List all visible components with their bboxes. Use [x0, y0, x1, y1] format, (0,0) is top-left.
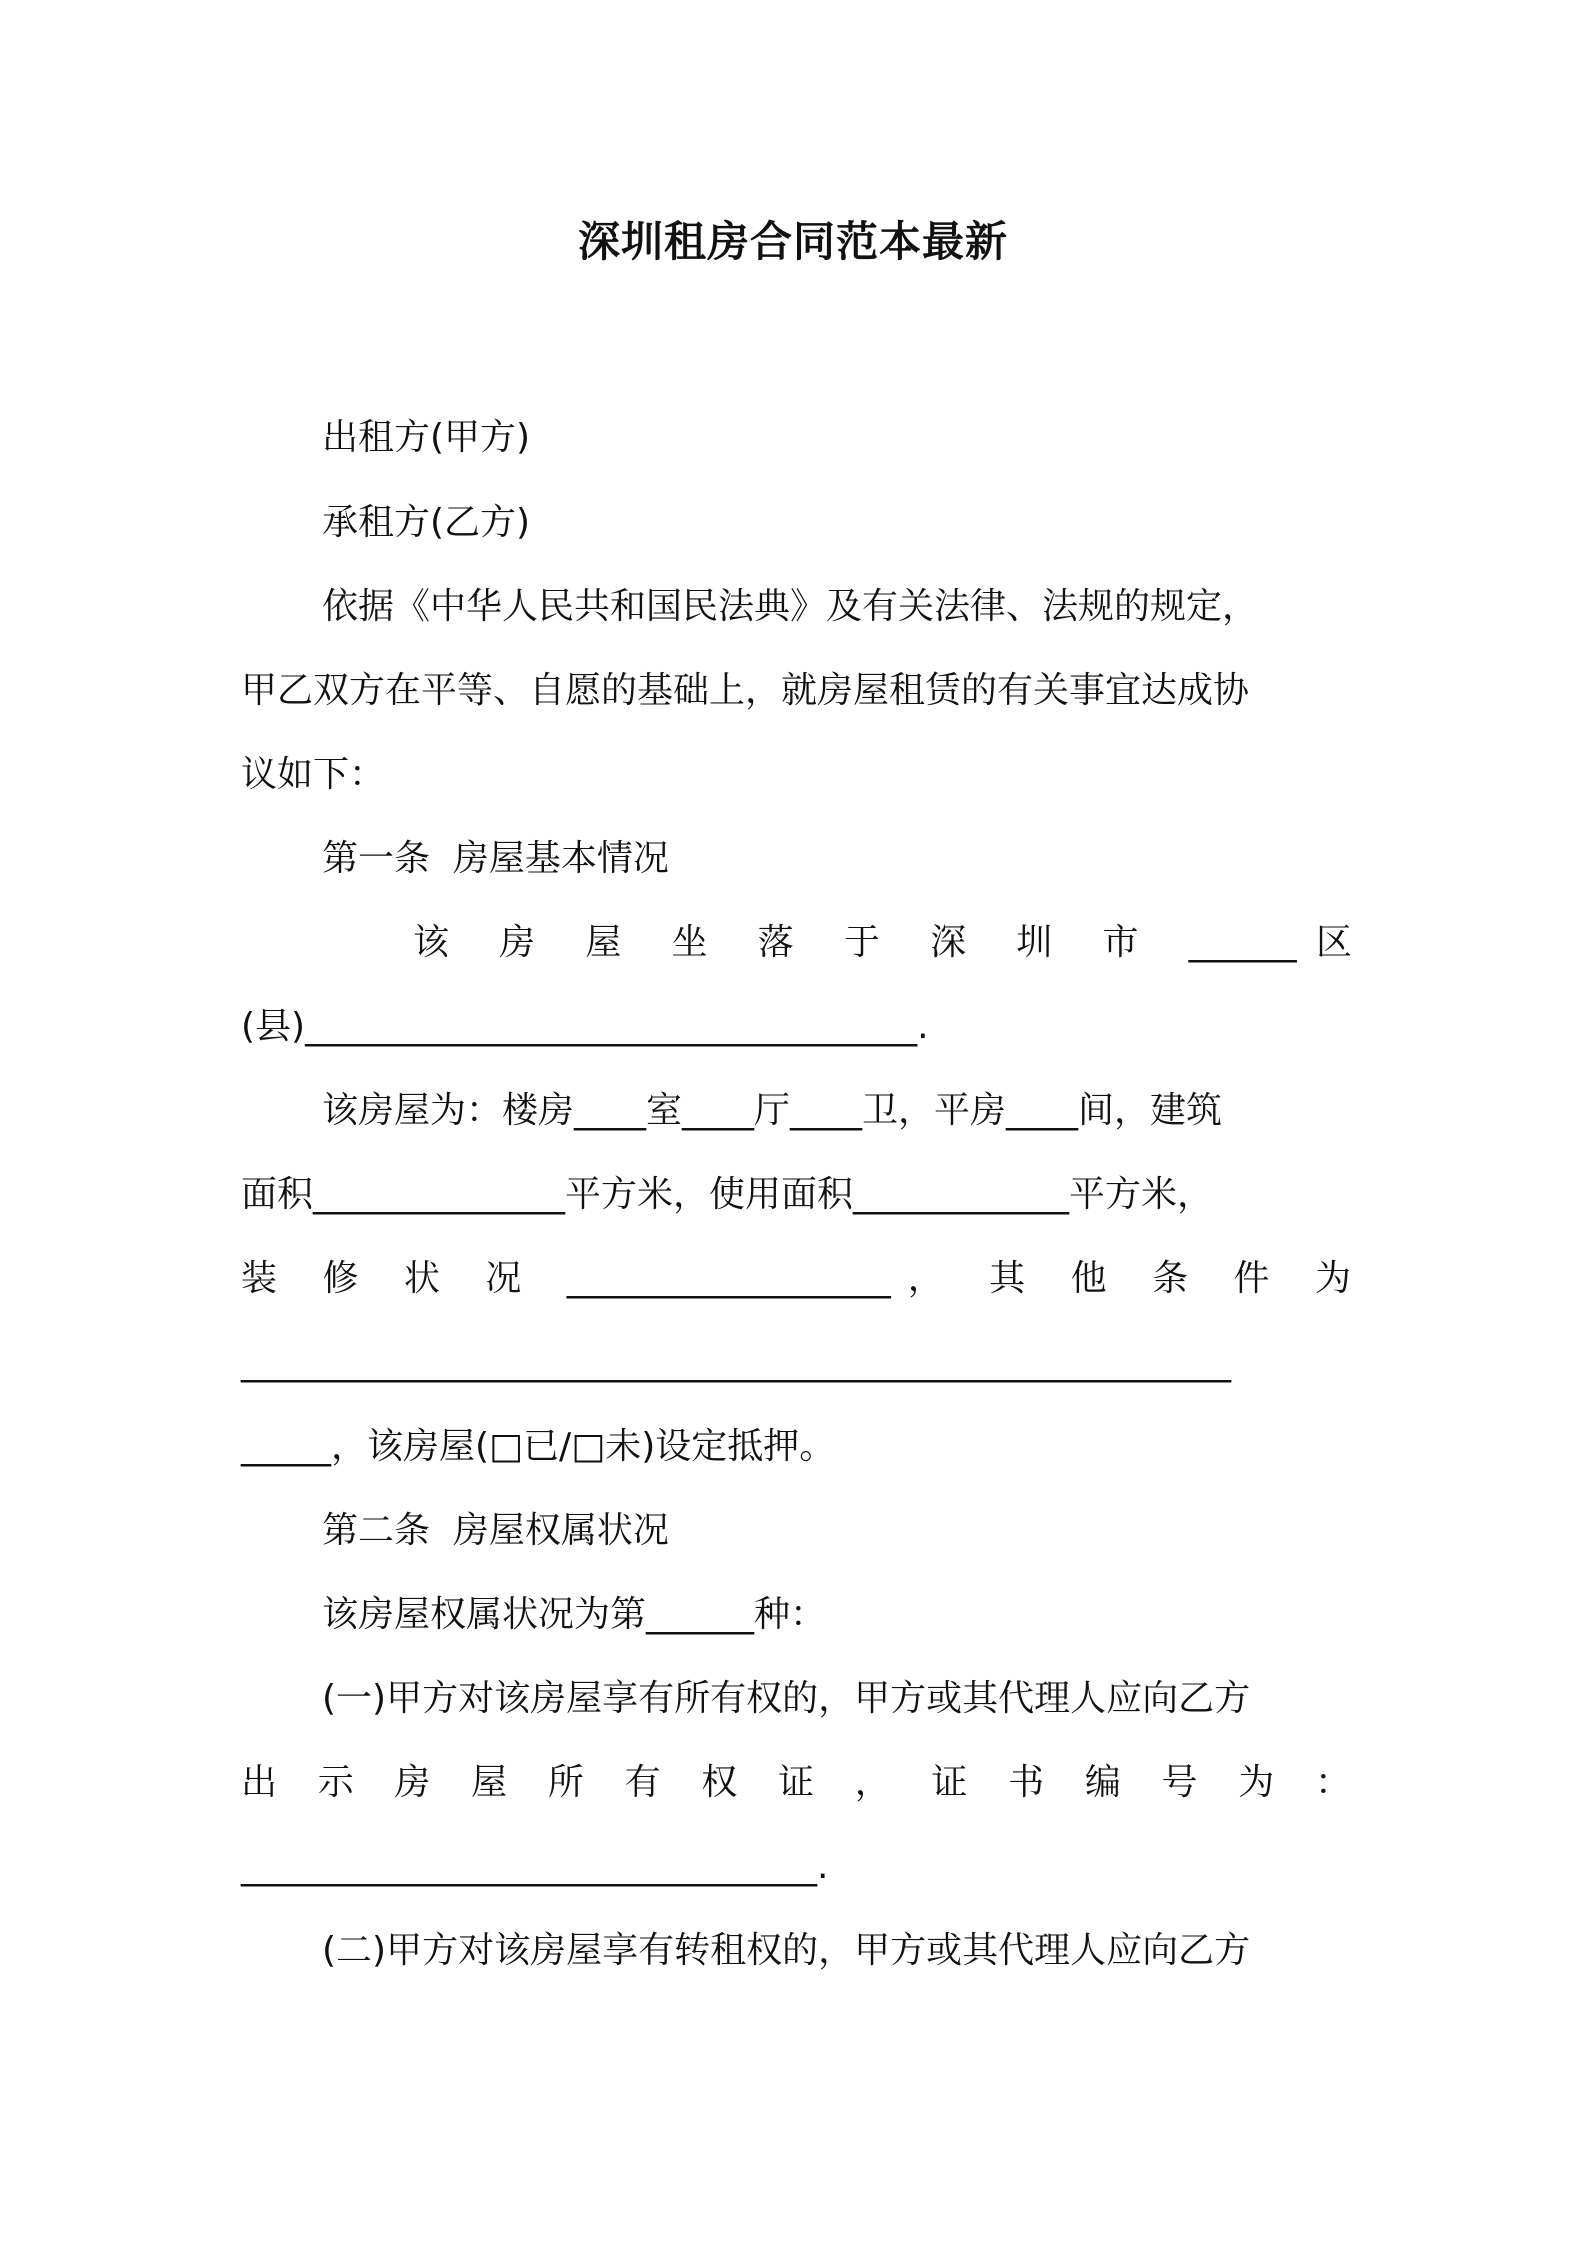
clause-1-line-1: (一)甲方对该房屋享有所有权的，甲方或其代理人应向乙方 — [322, 1678, 1251, 1719]
mortgage-line: _____，该房屋(□已/□未)设定抵押。 — [241, 1426, 836, 1467]
article-1-heading: 第一条 房屋基本情况 — [322, 838, 669, 879]
ownership-type-line: 该房屋权属状况为第______种： — [322, 1594, 827, 1635]
preamble-line-2: 甲乙双方在平等、自愿的基础上，就房屋租赁的有关事宜达成协 — [241, 670, 1250, 711]
clause-2-line-1: (二)甲方对该房屋享有转租权的，甲方或其代理人应向乙方 — [322, 1930, 1251, 1971]
preamble-line-3: 议如下： — [241, 754, 386, 795]
preamble-line-1: 依据《中华人民共和国民法典》及有关法律、法规的规定， — [322, 586, 1259, 627]
certificate-number-blank: ________________________________. — [241, 1846, 829, 1887]
lessee-line: 承租方(乙方) — [322, 502, 531, 543]
other-conditions-blank: _______________________________________________________ — [241, 1342, 1231, 1383]
article-2-heading: 第二条 房屋权属状况 — [322, 1510, 669, 1551]
clause-1-line-2: 出 示 房 屋 所 有 权 证 ， 证 书 编 号 为 ： — [241, 1762, 1351, 1803]
location-line-2: (县)__________________________________. — [241, 1006, 929, 1047]
location-line-1: 该 房 屋 坐 落 于 深 圳 市 ______区 — [413, 922, 1352, 963]
document-title: 深圳租房合同范本最新 — [577, 217, 1008, 266]
house-type-line-2: 面积______________平方米，使用面积____________平方米， — [241, 1174, 1214, 1215]
house-type-line-1: 该房屋为：楼房____室____厅____卫，平房____间，建筑 — [322, 1090, 1223, 1131]
decoration-line: 装 修 状 况 __________________， 其 他 条 件 为 — [241, 1258, 1351, 1299]
lessor-line: 出租方(甲方) — [322, 417, 531, 458]
